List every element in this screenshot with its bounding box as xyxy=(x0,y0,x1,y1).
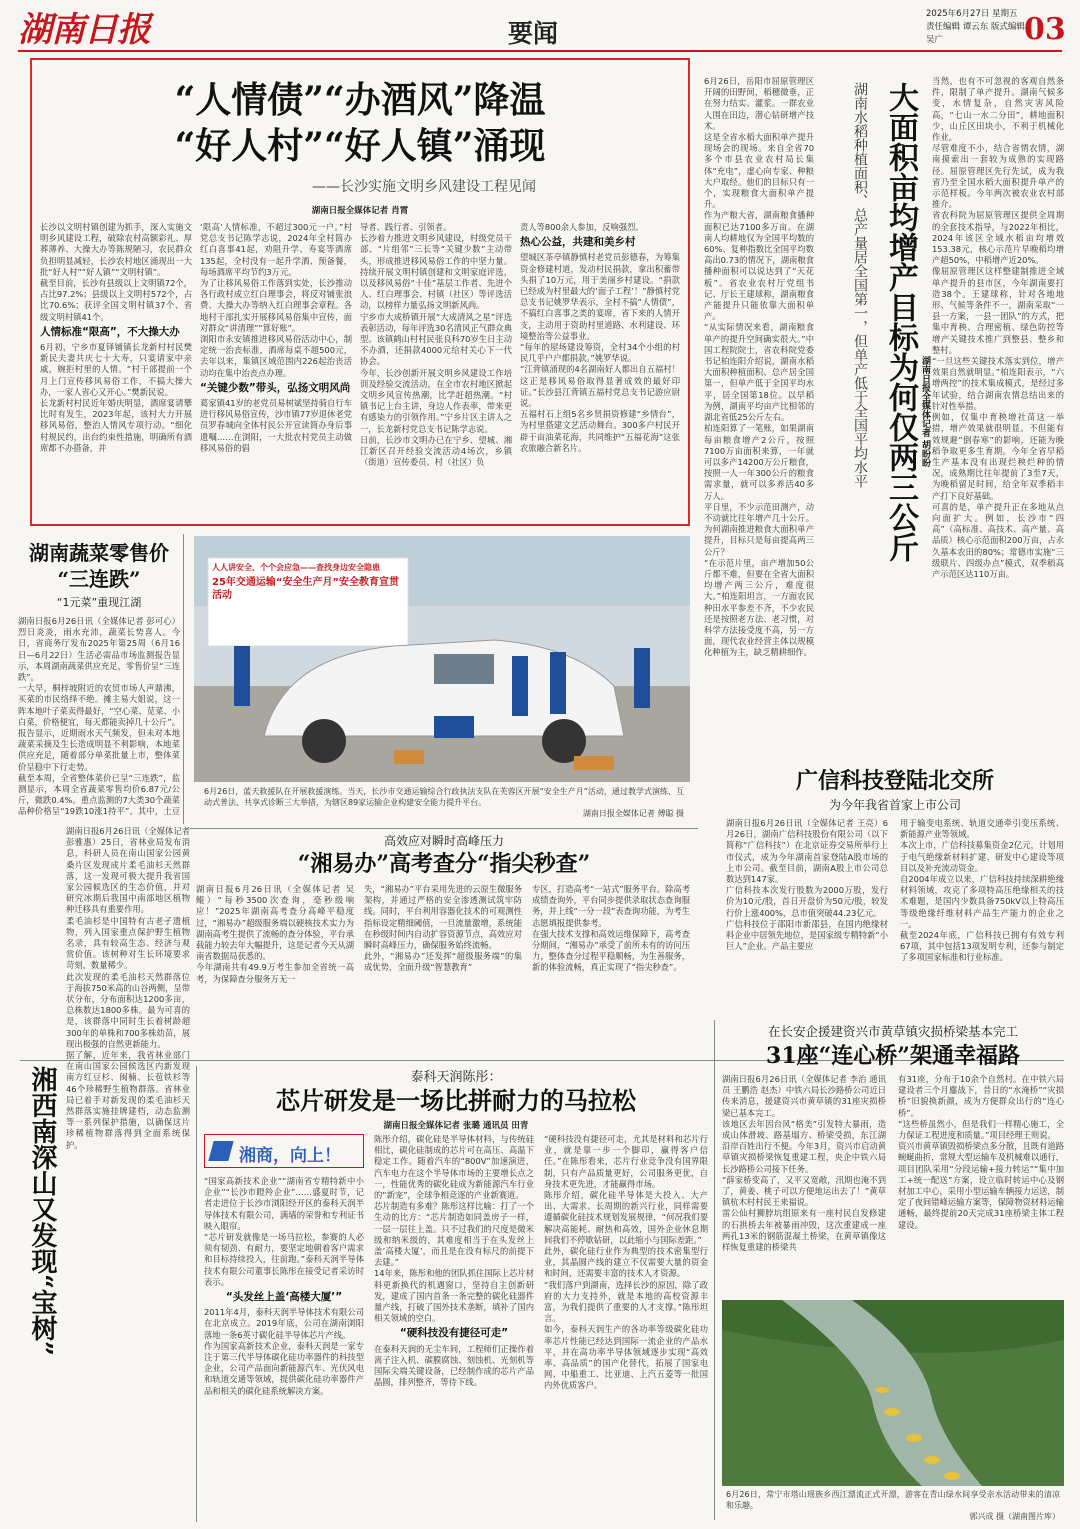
article-bridges xyxy=(722,1022,1064,1294)
paragraph: 雷公仙村狮脖坑组原来有一座村民自发修建的石拱桥去年被暴雨冲毁，这次重建成一座两孔13米的钢筋混凝土桥梁，在黄草镇像这样恢复重建的桥梁共 xyxy=(722,1208,886,1253)
masthead xyxy=(0,0,1080,52)
paragraph: 截至2024年底，广信科技已拥有有效专利67项，其中包括13项发明专利，还参与制定了多项国家标准和行业标准。 xyxy=(900,930,1064,963)
paragraph: 作为国家高新技术企业，泰科天润是一家专注于第三代半导体碳化硅功率器件的科技型企业，公司产品面向新能源汽车、光伏风电和轨道交通等领域，提供碳化硅功率器件产品和相关的碳化硅系统解决方案。 xyxy=(204,1340,364,1396)
paragraph: 在泰科天润的无尘车间，工程师们正操作着离子注入机、碳膜腐蚀、刻蚀机、光刻机等国际尖端关键设备，已经制作成的芯片产品晶圆，排列整齐，等待下线。 xyxy=(374,1343,534,1388)
paragraph: 在强大技术支撑和高效运维保障下，高考查分期间，“湘易办”承受了前所未有的访问压力，整体查分过程平稳顺畅，为生善服务，新的体验流畅，真正实现了“指尖秒查”。 xyxy=(532,928,690,973)
photo-caption xyxy=(204,786,684,826)
paragraph: 报告显示，近期雨水天气频发，但未对本地蔬菜采摘及生长造成明显不利影响，本地菜供应充足，随着部分单菜批量上市，整体菜价呈稳中下行走势。 xyxy=(18,728,180,772)
paragraph: 此外，“湘易办”还发挥“超级服务端”的集成优势，全面升级“智慧教育” xyxy=(364,951,522,973)
paragraph: 芯片制造有多难？陈彤这样比喻：打了一个生动的比方：“芯片制造如同盖房子一样，一层一层往上盖。只不过我们的尺度是微米级和纳米级的，其难度相当于在头发丝上盖‘高楼大厦’，而且是在没有标尺的前提下去建。” xyxy=(374,1201,534,1268)
photo-rescue-drill xyxy=(194,536,690,826)
article-guangxin xyxy=(726,766,1064,1014)
paragraph: 陈彤介绍，碳化硅是半导体材料，与传统硅相比，碳化硅制成的芯片可在高压、高温下稳定工作。随着汽车的“800V”加速演进，汽车电力在这个半导体市场的主要增长点之一，性能优秀的碳化硅成为新能源汽车行业的“新宠”，全球争相竞逐的产业新赛道。 xyxy=(374,1134,534,1201)
paragraph: 平日里，不少示范田测产，动不动就比往年增产几十公斤。为何湖南推进粮食大面积单产提升，目标只是每亩提高两三公斤？ xyxy=(704,501,814,557)
paragraph: 省农科院为屈原管理区提供全周期的全套技术指导，与2022年相比，2024年该区全域水稻亩均增效153.38元，核心示范片早晚稻均增产超50%，中稻增产近20%。 xyxy=(932,210,1064,266)
paragraph: 用于输变电系统、轨道交通牵引变压系统、新能源产业等领域。 xyxy=(900,818,1064,840)
paragraph: 责人等800余人参加，反响强烈。 xyxy=(520,222,644,232)
paragraph: 此外，碳化硅行业作为典型的技术密集型行业，其晶圆产线的建立不仅需要大量的资金和时间，还需要丰富的技术人才资源。 xyxy=(544,1246,708,1279)
article-col-2 xyxy=(200,222,352,522)
paragraph: 长沙以文明村镇创建为抓手，深入实施文明乡风建设工程，破除农村高额彩礼、厚葬薄养、大操大办等陈规陋习，农民群众负担明显减轻，长沙农村地区涌现出一大批“好人村”“好人镇”“文明村镇”。 xyxy=(40,222,192,277)
paragraph: 长龙新村村民近年婚庆明显，酒席宴请攀比时有发生，2023年起，该村大力开展移风易俗，整治人情风专项行动。“细化村规民约，出台约束性措施，明确所有酒席都不办搭备，并 xyxy=(40,398,192,453)
article-col-4 xyxy=(520,222,680,522)
article-kicker: 泰科天润陈彤： xyxy=(410,1070,502,1085)
page-number: 03 xyxy=(1024,12,1066,47)
article-title: “三连跌” xyxy=(57,567,141,591)
banner-text-1: 人人讲安全、个个会应急——查找身边安全隐患 xyxy=(212,563,380,572)
paragraph: 6月初，宁乡市夏铎铺镇长龙新村村民樊新民夫妻共庆七十大寿，只宴请家中亲戚，婉拒村里的人情。“村干部提前一个月上门宣传移风易俗工作，不搞大操大办，一家人省心又开心。”樊新民说。 xyxy=(40,342,192,397)
caption-text: 6月26日，常宁市塔山瑶族乡西江漂流正式开漂，游客在青山绿水间享受亲水活动带来的清凉和乐趣。 xyxy=(726,1490,1060,1510)
article-body-upper xyxy=(66,826,190,1522)
paragraph: 6月26日，岳阳市屈原管理区开阔的田野间，稻穗微垂，正在努力结实、灌浆。一群农业人围在田边，潜心钻研增产技术。 xyxy=(704,76,814,131)
editors: 责任编辑 谭云东 版式编辑 吴广 xyxy=(926,22,1025,45)
photo-rafting xyxy=(722,1300,1064,1524)
article-col-2 xyxy=(932,76,1064,758)
paragraph: “薛家桥变高了，又平又宽敞，汛期也淹不到了，黄姜、桃子可以方便地运出去了！”黄草镇杭木村村民王来福说。 xyxy=(722,1174,886,1208)
article-title-2: “好人村”“好人镇”涌现 xyxy=(174,125,546,167)
paragraph: “从实际情况来看，湖南粮食单产的提升空间确实很大。”中国工程院院士，省农科院党委书记柏连阳介绍说，湖南水稻大面积种植面积、总产居全国第一，但单产低于全国平均水平，居全国第18位。以早稻为例，湖南平均亩产比相邻的湖北省低25公斤左右。 xyxy=(704,322,814,423)
paragraph: 长沙着力推进文明乡风建设，村级党员干部、“片组邻”三长等“关键少数”主动带头，形成推进移风易俗工作的中坚力量。持续开展文明村镇创建和文明家庭评选，以及移风易俗“十佳”基层工作者、先进个人、红白理事会、村镇（社区）等评选活动，以榜样力量弘扬文明新风尚。 xyxy=(360,233,512,311)
article-col-2 xyxy=(900,818,1064,1012)
photo-credit: 湖南日报全媒体记者 傅聪 摄 xyxy=(582,809,684,818)
subheading: “关键少数”带头，弘扬文明风尚 xyxy=(200,381,351,394)
paragraph: 五福村石上组5名乡贤捐资修建“乡情台”，为村里搭建文艺活动舞台。300多户村民开辟干亩油菜花海，共同维护“五福花海”这张农旅融合新名片。 xyxy=(520,409,680,453)
article-byline: 湖南日报全媒体记者 肖霄 xyxy=(311,206,409,216)
article-col-1 xyxy=(726,818,888,1012)
paragraph: 柔毛油杉是中国特有古老孑遗植物，列入国家重点保护野生植物名录，具有较高生态、经济与观赏价值。该树种对生长环境要求苛刻，数量稀少。 xyxy=(66,915,190,971)
article-rice-yield xyxy=(704,76,1064,762)
paragraph: 据了解，近年来，我省林业部门在南山国家公园候选区内新发现南方红豆杉、闽楠、长苞铁杉等46个珍稀野生植物群落。省林业局已着手对新发现的柔毛油杉天然群落实施挂牌建档，动态监测等一系列保护措施，以确保这片珍稀植物群落得到全面系统保护。 xyxy=(66,1050,190,1150)
paragraph: 截至目前，长沙有县级以上文明镇72个，占比97.2%；县级以上文明村572个，占比70.6%；获评全国文明村镇37个、省级文明村镇41个。 xyxy=(40,278,192,322)
subheading: 人情标准“限高”，不大操大办 xyxy=(40,325,180,338)
section-title: 要闻 xyxy=(508,19,559,48)
paragraph: 如今，泰科天润生产的各功率等级碳化硅功率芯片性能已经达到国际一流企业的产品水平，并在高功率半导体领域逐步实现“高效率、高品质”的国产化替代，拓展了国家电网、中船重工、比亚迪、上汽五菱等一批国内外优质客户。 xyxy=(544,1324,708,1391)
article-col-1 xyxy=(40,222,192,522)
header-rule xyxy=(18,50,1062,52)
paragraph: 柏连阳算了一笔账，如果湖南每亩粮食增产2公斤，按照7100万亩面积来算，一年就可以多产14200万公斤粮食，按照一人一年300公斤的粮食需求量，就可以多养活40多万人。 xyxy=(704,423,814,501)
paragraph: 今年，长沙创新开展文明乡风建设工作培训及经验交流活动，在全市农村地区掀起文明乡风宣传热潮，比学赶超热潮。“村镇书记上台主讲，身边人作表率，带来更有感染力的引领作用。”宁乡片区主讲人之一，长龙新村党总支书记陈学志说。 xyxy=(360,367,512,434)
paragraph: ‘限高’人情标准，不超过300元一户。”村党总支书记陈学志说，2024年全村简办红白喜事41起，劝阻升学、寿宴等酒席135起，全村没有一起升学酒、预备餐，每场酒席平均节约3万元。 xyxy=(200,222,352,277)
article-byline: 湖南日报全媒体记者 张璐 通讯员 田青 xyxy=(383,1121,529,1131)
paragraph: “一旦这些关键技术落实到位，增产效果自然就明显。”柏连阳表示，“六增两控”的技术集成模式，是经过多年试验，结合湖南农情总结出来的针对性举措。 xyxy=(932,356,1064,411)
column-rule xyxy=(183,534,184,824)
article-gaokao xyxy=(196,832,692,1052)
issue-date: 2025年6月27日 星期五 xyxy=(926,9,1018,19)
article-body xyxy=(18,616,180,816)
paragraph: 该地区去年因台风“格美”引发特大暴雨，造成山体滑坡、路基塌方、桥梁受损，东江湖沿岸百姓出行不便。今年3月，资兴市启动黄草镇灾损桥梁恢复重建工程，央企中铁六局长沙路桥公司接下任务。 xyxy=(722,1118,886,1174)
paragraph: 本次上市，广信科技募集资金2亿元，计划用于电气绝缘新材料扩建、研发中心建设等项目以及补充流动资金。 xyxy=(900,840,1064,873)
paragraph: 失，“湘易办”平台采用先进的云原生微服务架构，并通过严格的安全渗透测试筑牢防线。同时，平台利用容器化技术的可观测性指标设定精细阈值，一旦流量激增，系统能在秒级时间内自动扩容资源节点，高效应对瞬时高峰压力，确保服务始终流畅。 xyxy=(364,884,522,951)
paragraph: “我们落户到湖南，选择长沙的原因，除了政府的大力支持外，就是本地的高校资源丰富，为我们提供了重要的人才支撑。”陈彤坦言。 xyxy=(544,1279,708,1324)
paragraph: 像屈原管理区这样整建制推进全域单产提升的县市区，今年湖南要打造38个。王建球称，针对各地地形、气候等条件不一，湖南采取“一县一方案，一县一团队”的方式，把集中育秧、合理密植、绿色防控等增产关键技术推广到整县、整乡和整村。 xyxy=(932,266,1064,355)
logo-icon xyxy=(208,1141,233,1161)
caption-text: 6月26日，蓝天救援队在开展救援演练。当天，长沙市交通运输综合行政执法支队在芙蓉区开展“安全生产月”活动，通过教学式演练、互动式普法、共享式诊断三大举措，为辖区89家运输企业构建安全能力提升平台。 xyxy=(204,787,684,807)
section-rule xyxy=(190,828,698,829)
subheading: “硬科技没有捷径可走” xyxy=(399,1327,509,1340)
paragraph: 专区，打造高考“一站式”服务平台。除高考成绩查询外，平台同步提供录取状态查询服务，并上线“一分一段”表查询功能，为考生志愿填报提供参考。 xyxy=(532,884,690,928)
paragraph: 浏阳市永安镇推进移风易俗活动中心，制定统一治丧标准，酒席每桌不超500元，去年以来，集镇区域范围内226起治丧活动均在集中治丧点办理。 xyxy=(200,334,352,378)
article-subtitle: ——长沙实施文明乡风建设工程见闻 xyxy=(312,179,536,195)
article-col-1 xyxy=(722,1074,886,1292)
paragraph: 有31座，分布于10余个自然村。在中铁六局建设者三个月鏖战下，昔日的“水淹桥”“灾损桥”旧貌换新颜，成为方便群众出行的“连心桥”。 xyxy=(898,1074,1064,1118)
paragraph: “每年的屋场建设筹资，全村34个小组的村民几乎户户都捐款。”姚罗华说。 xyxy=(520,342,680,364)
paragraph: 湖南日报6月26日讯（全媒体记者 王亮）6月26日，湖南广信科技股份有限公司（以下简称“广信科技”）在北京证券交易所举行上市仪式，成为今年湖南首家登陆A股市场的上市公司。截至目前，湖南A股上市公司总数达到147家。 xyxy=(726,818,888,885)
paragraph: 一大早，桐梓坡附近的农贸市场人声鼎沸，买菜的市民络绎不绝。摊主易大姐说，这一阵本地叶子菜卖得最好，“空心菜、苋菜、小白菜，价格便宜，每天都能卖掉几十公斤”。 xyxy=(18,683,180,727)
paragraph: 今年湖南共有49.9万考生参加全省统一高考，为保障查分服务万无一 xyxy=(196,962,354,984)
article-chip xyxy=(204,1066,708,1524)
paragraph: 湖南日报6月26日讯（全媒体记者 吴鲲）“每秒3500次查询，毫秒级响应！”2025年湖南高考查分高峰平稳度过，“湘易办”超级服务端以硬核技术实力为湖南高考生提供了流畅的查分体验，平台承载能力较去年大幅提升，这是记者今天从湖南省数据局获悉的。 xyxy=(196,884,354,962)
article-title: 大面积亩均增产目标为何仅两三公斤 xyxy=(883,82,918,562)
subheading: 热心公益，共建和美乡村 xyxy=(520,236,636,249)
banner-text-2: 25年交通运输“安全生产月”安全教育宣贯活动 xyxy=(212,577,400,601)
paragraph: “在示范片里，亩产增加50公斤都不难，但要在全省大面积均增产两三公斤，难度很大。”柏连阳坦言，一方面农民种田水平参差不齐，不少农民还是按照老方法、老习惯，对科学方法接受度不高，另一方面，现代农业经营主体以规模化种植为主，缺乏精耕细作。 xyxy=(704,557,814,658)
paragraph: 当然，也有不可忽视的客观自然条件，限制了单产提升。湖南气候多变，水情复杂，自然灾害风险高，“七山一水二分田”，耕地面积少，山丘区田块小，不利于机械化作业。 xyxy=(932,76,1064,143)
paragraph: “硬科技没有捷径可走，尤其是材料和芯片行业，就是靠一步一个脚印，赢得客户信任。”在陈彤看来，芯片行业竞争没有国界限制，只有产品质量更好，公司服务更优，自身技术更先进，才能赢得市场。 xyxy=(544,1134,708,1189)
photo-credit: 郭兴成 摄（湖南图片库） xyxy=(969,1512,1060,1521)
article-subtitle: 为今年我省首家上市公司 xyxy=(828,798,961,812)
newspaper-logo: 湖南日报 xyxy=(18,10,150,50)
paragraph: 湖南日报6月26日讯（全媒体记者 彭雅惠）25日，省林业局发布消息，科研人员在南山国家公园黄桑片区发现成片柔毛油杉天然群落，这一发现可极大提升我省国家公园候选区的生态价值，并对研究冰期后我国中南部地区植物种迁移具有重要作用。 xyxy=(66,826,190,915)
issue-meta xyxy=(926,8,1026,47)
article-title: 湘西南深山又发现“宝树” xyxy=(27,1066,57,1356)
paragraph: 广信科技位于邵阳市新邵县，在国内绝缘材料企业中居领先地位，是国家级专精特新“小巨人”企业。产品主要应 xyxy=(726,918,888,952)
column-logo-text: 湘商，向上！ xyxy=(239,1146,341,1166)
paragraph: 此次发现的柔毛油杉天然群落位于海拔750米高的山谷两侧，呈带状分布，分布面积达1200多亩，总株数达1800多株。最为可喜的是，该群落中同时生长着树龄超300年的单株和700多株幼苗，展现出极强的自然更新能力。 xyxy=(66,971,190,1049)
article-col-3 xyxy=(532,884,690,1048)
paragraph: 葛家镇41岁的老党员易树斌坚持骑自行车进行移风易俗宣传，沙市镇77岁退休老党员罗春城向全体村民公开宣读简办身后事遗嘱……在浏阳，一大批农村党员主动做移风易俗的倡 xyxy=(200,398,352,453)
paragraph: 资兴市黄草镇毁损桥梁点多分散，且既有道路蜿蜒曲折，常规大型运输车及机械难以通行，项目团队采用“分段运输+接力转运”“集中加工+统一配送”方案，设立临时转运中心及钢材加工中心，采用小型运输车辆接力运送，制定了夜间错峰运输方案等，保障物资材料运输通畅，最终提前20天完成31座桥梁主体工程建设。 xyxy=(898,1141,1064,1230)
paragraph: “芯片研发就像是一场马拉松，参赛的人必须有韧劲、有耐力，要坚定地朝着客户需求和目标持续投入，往前跑。”泰科天润半导体技术有限公司董事长陈彤在接受记者采访时表示。 xyxy=(204,1232,364,1287)
paragraph: 望城区茶亭镇静慎村老党员彭德春，为筹集资金修建村道，发动村民捐款，拿出积蓄带头捐了10万元，用于美丽乡村建设。“捐款已经成为村里最大的‘面子工程’！”静慎村党总支书记姚罗华表示，全村不搞“人情债”，不搞红白喜事之类的宴席，省下来的人情开支，主动用于资助村里道路、水利建设、环境整治等公益事业。 xyxy=(520,252,680,341)
paragraph: 自2004年成立以来，广信科技持续深耕绝缘材料领域，攻克了多项特高压绝缘相关的技术难题，是国内少数具备750kV以上特高压等级绝缘纤维材料产品生产能力的企业之一。 xyxy=(900,874,1064,929)
article-title: 芯片研发是一场比拼耐力的马拉松 xyxy=(276,1086,636,1115)
paragraph: 2011年4月，泰科天润半导体技术有限公司在北京成立。2019年底，公司在湖南浏阳落地一条6英寸碳化硅半导体芯片产线。 xyxy=(204,1307,364,1340)
rafting-image xyxy=(722,1300,1064,1486)
paragraph: 湖南日报6月26日讯（全媒体记者 李治 通讯员 王鹏浩 赵杰）中铁六局长沙路桥公司近日传来消息，援建资兴市黄草镇的31座灾损桥梁已基本完工。 xyxy=(722,1074,886,1118)
column-rule xyxy=(196,1066,197,1522)
paragraph: 这是全省水稻大面积单产提升现场会的现场。来自全省70多个市县农业农村局长集体“充电”，虚心向专家、种粮大户取经。他们的目标只有一个，实现粮食大面积单产提升。 xyxy=(704,132,814,210)
paragraph: 广信科技本次发行股数为2000万股，发行价为10元/股，首日开盘价为50元/股，较发行价上涨400%，总市值突破44.23亿元。 xyxy=(726,885,888,918)
article-subtitle: 湖南水稻种植面积、总产量居全国第一，但单产低于全国平均水平 xyxy=(852,82,868,488)
paragraph: “这些桥虽然小，但是我们一样精心施工，全力保证工程进度和质量。”项目经理王则说。 xyxy=(898,1118,1064,1141)
paragraph: 宁乡市大成桥镇开展“大成清风之星”评选表彰活动，每年评选30名清风正气群众典型。该镇鹤山村村民张良科70岁生日主动不办酒，还捐款4000元给村关心下一代协会。 xyxy=(360,311,512,367)
subheading: “头发丝上盖‘高楼大厦’” xyxy=(225,1291,343,1304)
paragraph: 14年来，陈彤和他的团队抓住国际上芯片材料更新换代的机遇窗口，坚持自主创新研发，建成了国内首条一条完整的碳化硅器件量产线，打破了国外技术垄断，填补了国内相关领域的空白。 xyxy=(374,1268,534,1324)
article-title: 广信科技登陆北交所 xyxy=(795,768,994,794)
article-col-2 xyxy=(374,1134,534,1522)
paragraph: 尽管难度不小，结合省情农情，湖南摸索出一套较为成熟的实现路径。屈原管理区先行先试，成为我省乃至全国水稻大面积提升单产的示范样板。今年两次被农业农村部推介。 xyxy=(932,143,1064,210)
article-col-3 xyxy=(544,1134,708,1522)
paragraph: 为了让移风易俗工作落到实处，长沙推动各行政村成立红白理事会，将反对铺张浪费、大操大办等纳入红白理事会章程。各地村干部扎实开展移风易俗集中宣传，面对群众“讲清理”“算好账”。 xyxy=(200,278,352,333)
article-col-1 xyxy=(204,1176,364,1522)
article-title-1: “人情债”“办酒风”降温 xyxy=(174,79,546,121)
article-byline: 湖南日报全媒体记者 胡盼盼 xyxy=(920,356,930,468)
article-vegetables xyxy=(18,540,180,824)
paragraph: 作为产粮大省，湖南粮食播种面积已达7100多万亩。在湖南人均耕地仅为全国平均数的60%、复种指数比全国平均数高出0.73的情况下，湖南粮食播种面积可以说达到了“天花板”。省农业农村厅党组书记、厅长王建球称，湖南粮食产能提升只能依靠大面积单产。 xyxy=(704,210,814,322)
paragraph: 日前，长沙市文明办已在宁乡、望城、湘江新区召开经验交流活动4场次，乡镇（街道）宣传委员、村（社区）负 xyxy=(360,434,512,468)
article-title: 湖南蔬菜零售价 xyxy=(29,541,169,565)
article-kicker: 高效应对瞬时高峰压力 xyxy=(383,834,504,848)
article-rare-tree xyxy=(18,826,190,1522)
paragraph: 湖南日报6月26日讯（全媒体记者 彭可心）烈日炎炎，雨水充沛，蔬菜长势喜人。今日，省商务厅发布2025年第25周（6月16日—6月22日）生活必需品市场监测报告显示，本周湖南蔬菜供应充足，零售价呈“三连跌”。 xyxy=(18,616,180,683)
column-logo xyxy=(204,1134,364,1168)
paragraph: 可喜的是，单产提升正在多地从点向面扩大。例如，长沙市“四高”（高标准、高技术、高产量、高品质）核心示范面积200万亩，占永久基本农田的80%；常德市实施“三级联片、四级办点”模式，双季稻高产示范区达110万亩。 xyxy=(932,501,1064,579)
paragraph: “国家高新技术企业”“湖南省专精特新中小企业”“长沙市瞪羚企业”……盛夏时节，记者走进位于长沙市浏阳经开区的泰科天润半导体技术有限公司，满墙的荣誉和专利证书映入眼帘。 xyxy=(204,1176,364,1231)
paragraph: 例如，仅集中育秧增社苗这一举措，增产效果就很明显。不但能有效规避“倒春寒”的影响，还能为晚稻争取更多生育期。今年全省早稻生产基本没有出现烂秧烂种的情况，成熟期比往年提前了3至7天，为晚稻留足时间，给全年双季稻丰产打下良好基础。 xyxy=(932,412,1064,501)
article-col-2 xyxy=(364,884,522,1048)
column-rule xyxy=(714,1020,715,1520)
photo-caption xyxy=(722,1486,1064,1524)
article-col-2 xyxy=(898,1074,1064,1292)
article-col-1 xyxy=(704,76,814,758)
article-subtitle: “1元菜”重现江湖 xyxy=(56,596,142,609)
article-col-3 xyxy=(360,222,512,522)
paragraph: “江背镇涌现的4名湖南好人都出自五福村！这正是移风易俗取得显著成效的最好印证。”长沙县江背镇五福村党总支书记游应尉说。 xyxy=(520,364,680,409)
article-title: 31座“连心桥”架通幸福路 xyxy=(766,1043,1020,1069)
article-col-1 xyxy=(196,884,354,1048)
paragraph: 陈彤介绍，碳化硅半导体是大投入、大产出、大需求、长周期的新兴行业，同样需要遵循碳化硅技术规划发展规律，“何况我们要解决高能耗、耐热和高效，国外企业休息期间我们不停歇钻研，以此缩小与国际差距。” xyxy=(544,1190,708,1245)
article-title: “湘易办”高考查分“指尖秒查” xyxy=(297,851,591,877)
paragraph: 导者、践行者、引领者。 xyxy=(360,222,452,232)
paragraph: 截至本周，全省整体菜价已呈“三连跌”，监测显示，本周全省蔬菜零售均价6.87元/公斤，微跌0.4%。重点监测的7大类30个蔬菜品种价格呈“19跌10涨1持平”。其中，土豆 xyxy=(18,772,180,816)
article-kicker: 在长安企援建资兴市黄草镇灾损桥梁基本完工 xyxy=(767,1024,1018,1039)
article-civility xyxy=(30,58,690,526)
